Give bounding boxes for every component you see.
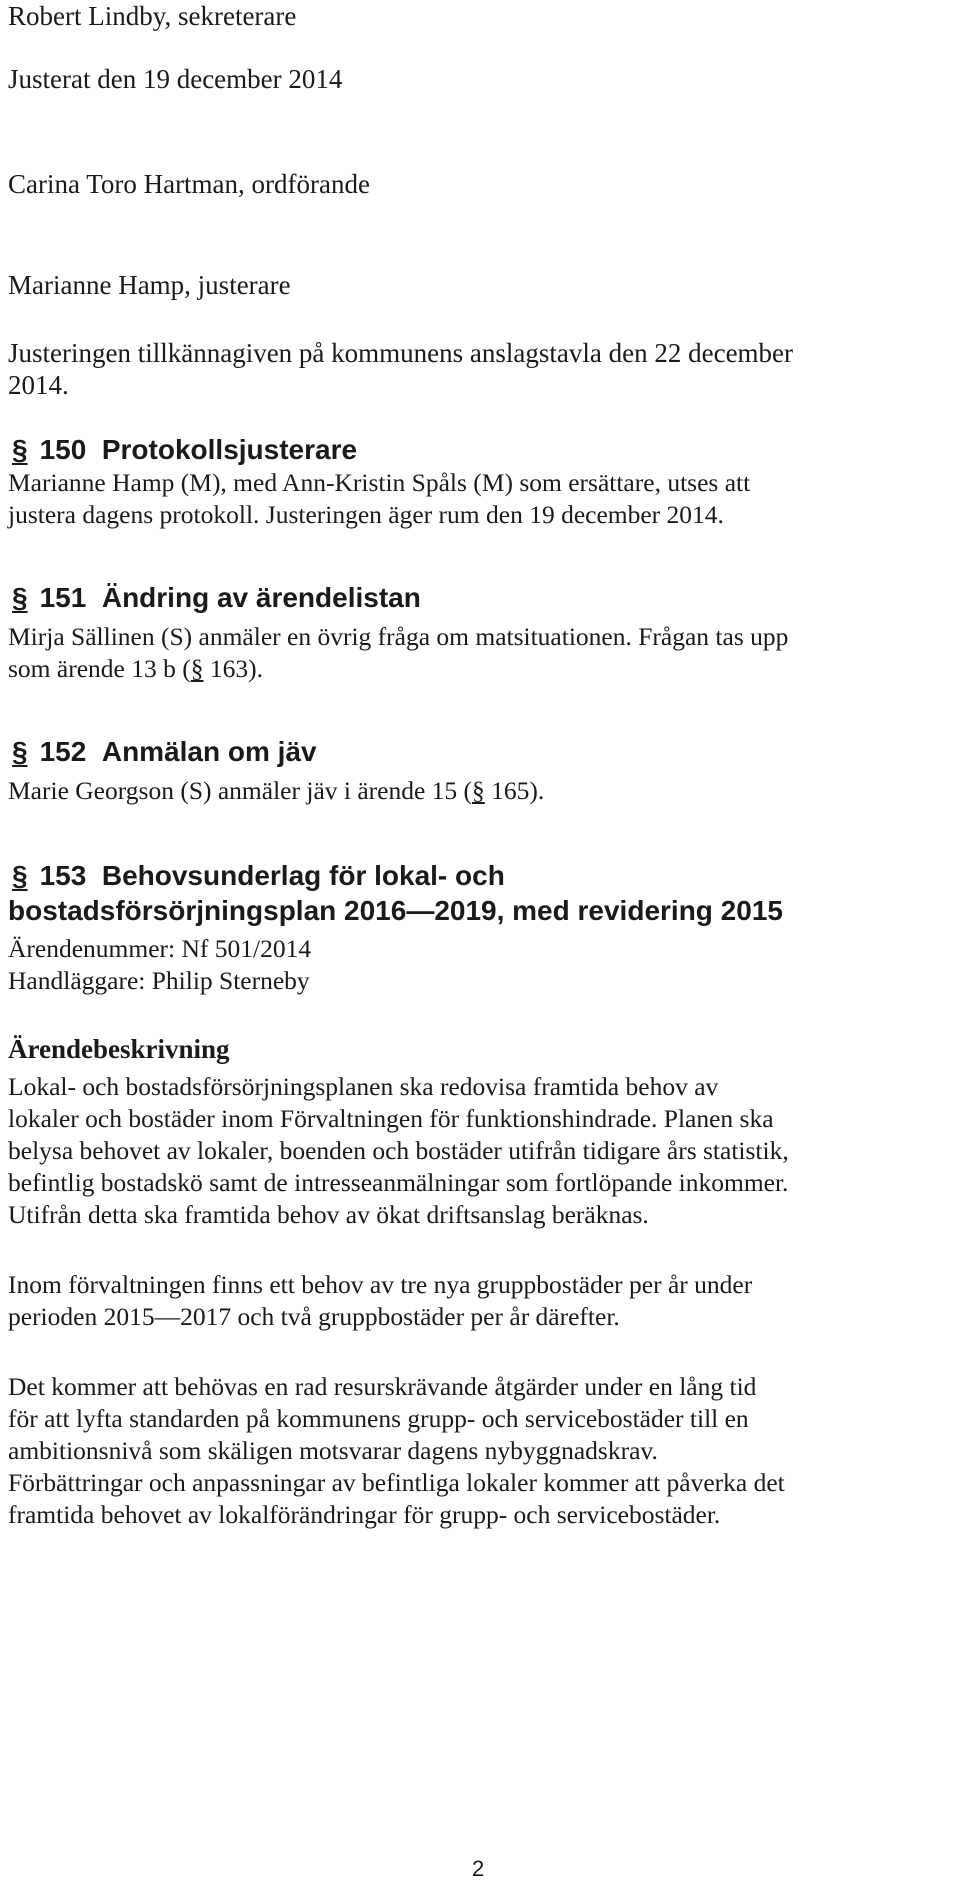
adjuster-signature: Marianne Hamp, justerare <box>8 270 291 300</box>
description-heading: Ärendebeskrivning <box>8 1034 230 1064</box>
paragraph-2-line-2: perioden 2015—2017 och två gruppbostäder per år därefter. <box>8 1302 620 1331</box>
section-151-body-line-1: Mirja Sällinen (S) anmäler en övrig fråga om matsituationen. Frågan tas upp <box>8 622 789 651</box>
paragraph-2-line-1: Inom förvaltningen finns ett behov av tre nya gruppbostäder per år under <box>8 1270 753 1299</box>
section-title: Protokollsjusterare <box>101 434 358 465</box>
paragraph-1-line-5: Utifrån detta ska framtida behov av ökat driftsanslag beräknas. <box>8 1200 649 1229</box>
section-153-heading-line-1 <box>8 858 505 894</box>
section-number: 152 <box>39 736 87 767</box>
section-symbol: § <box>12 582 28 613</box>
paragraph-3-line-5: framtida behovet av lokalförändringar för grupp- och servicebostäder. <box>8 1500 721 1529</box>
case-number: Ärendenummer: Nf 501/2014 <box>8 934 312 963</box>
section-title: Ändring av ärendelistan <box>101 582 421 613</box>
section-title: Anmälan om jäv <box>101 736 317 767</box>
section-symbol: § <box>472 776 485 805</box>
paragraph-3-line-3: ambitionsnivå som skäligen motsvarar dagens nybyggnadskrav. <box>8 1436 658 1465</box>
section-symbol: § <box>12 434 28 465</box>
paragraph-3-line-4: Förbättringar och anpassningar av befintliga lokaler kommer att påverka det <box>8 1468 785 1497</box>
section-151-heading <box>8 580 421 616</box>
paragraph-3-line-1: Det kommer att behövas en rad resurskrävande åtgärder under en lång tid <box>8 1372 757 1401</box>
body-text: 163). <box>203 654 263 683</box>
announcement-line-2: 2014. <box>8 370 69 400</box>
body-text: som ärende 13 b ( <box>8 654 191 683</box>
case-handler: Handläggare: Philip Sterneby <box>8 966 310 995</box>
section-152-heading <box>8 734 317 770</box>
page-number: 2 <box>472 1856 485 1881</box>
section-150-heading <box>8 432 357 468</box>
section-150-body-line-1: Marianne Hamp (M), med Ann-Kristin Spåls (M) som ersättare, utses att <box>8 468 751 497</box>
section-151-body-line-2 <box>8 652 263 686</box>
paragraph-3-line-2: för att lyfta standarden på kommunens grupp- och servicebostäder till en <box>8 1404 749 1433</box>
section-153-heading-line-2: bostadsförsörjningsplan 2016—2019, med revidering 2015 <box>8 895 783 926</box>
body-text: Marie Georgson (S) anmäler jäv i ärende 15 ( <box>8 776 473 805</box>
paragraph-1-line-3: belysa behovet av lokaler, boenden och bostäder utifrån tidigare års statistik, <box>8 1136 789 1165</box>
section-title: Behovsunderlag för lokal- och <box>101 860 505 891</box>
body-text: 165). <box>484 776 545 805</box>
chair-signature: Carina Toro Hartman, ordförande <box>8 169 370 199</box>
section-number: 150 <box>39 434 87 465</box>
paragraph-1-line-4: befintlig bostadskö samt de intresseanmälningar som fortlöpande inkommer. <box>8 1168 789 1197</box>
paragraph-1-line-1: Lokal- och bostadsförsörjningsplanen ska redovisa framtida behov av <box>8 1072 719 1101</box>
section-number: 153 <box>39 860 87 891</box>
adjusted-date: Justerat den 19 december 2014 <box>8 64 343 94</box>
section-152-body <box>8 774 544 808</box>
secretary-signature: Robert Lindby, sekreterare <box>8 1 297 31</box>
announcement-line-1: Justeringen tillkännagiven på kommunens anslagstavla den 22 december <box>8 338 794 368</box>
section-number: 151 <box>39 582 87 613</box>
section-symbol: § <box>190 654 204 683</box>
section-symbol: § <box>12 736 28 767</box>
paragraph-1-line-2: lokaler och bostäder inom Förvaltningen för funktionshindrade. Planen ska <box>8 1104 774 1133</box>
section-symbol: § <box>12 860 28 891</box>
section-150-body-line-2: justera dagens protokoll. Justeringen äger rum den 19 december 2014. <box>8 500 724 529</box>
